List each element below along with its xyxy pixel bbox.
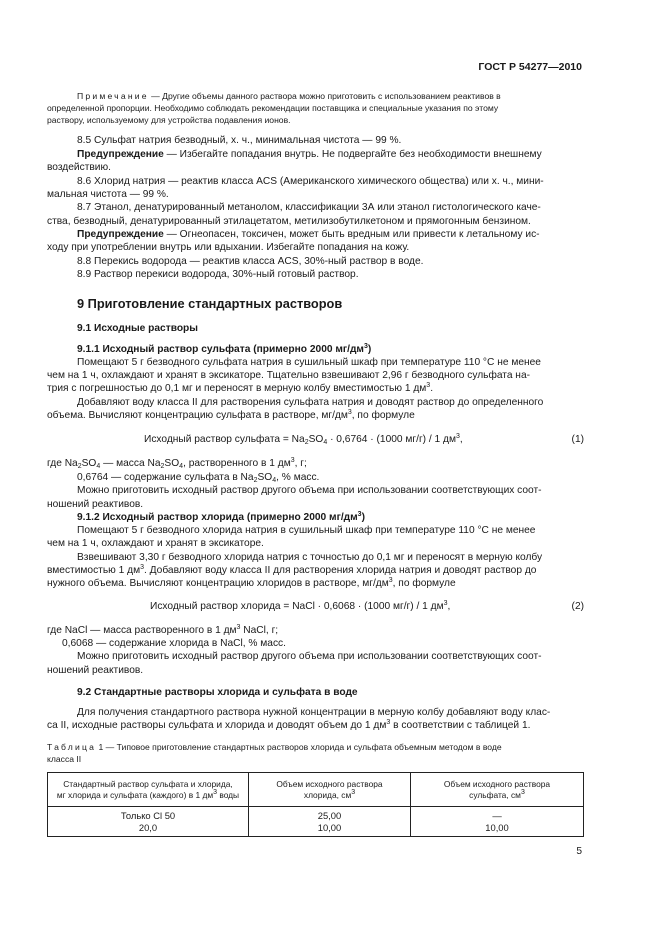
para-5-line-2a: вместимостью 1 дм <box>47 565 141 576</box>
where-1-a4: , г; <box>294 458 307 469</box>
item-8-6-line-1: 8.6 Хлорид натрия — реактив класса ACS (Американского химического общества) или х. ч., мини- <box>77 176 544 187</box>
superscript-3: 3 <box>236 624 241 631</box>
para-5-line-3 <box>47 577 456 590</box>
item-8-7-line-1: 8.7 Этанол, денатурированный метанолом, классификации 3А или этанол гистологического каче- <box>77 202 541 213</box>
warning-1-line-2: воздействию. <box>47 162 111 173</box>
para-3-line-1: Можно приготовить исходный раствор другого объема при использовании соответствующих соот- <box>77 485 542 496</box>
note-text: — Другие объемы данного раствора можно приготовить с использованием реактивов в <box>148 91 501 101</box>
table-caption-line-2: класса II <box>47 754 82 764</box>
warning-label: Предупреждение <box>77 229 164 240</box>
para-6-line-2: ношений реактивов. <box>47 665 144 676</box>
table-header-col-1 <box>48 773 249 807</box>
subscript-4: 4 <box>272 477 277 484</box>
subsection-9-1-2-text: 9.1.2 Исходный раствор хлорида (примерно 2000 мг/дм <box>77 512 358 523</box>
formula-2-text: Исходный раствор хлорида = NaCl · 0,6068 · (1000 мг/г) / 1 дм <box>150 601 444 612</box>
para-3-line-2: ношений реактивов. <box>47 499 144 510</box>
para-7-line-2b: в соответствии с таблицей 1. <box>390 720 531 731</box>
table-caption-label: Таблица <box>47 742 97 752</box>
para-1-line-3: трия с погрешностью до 0,1 мг и переносят в мерную колбу вместимостью 1 $дм^3$. <box>47 382 434 394</box>
warning-text: — Огнеопасен, токсичен, может быть вредным или привести к летальному ис- <box>163 229 540 240</box>
table-header-col-2-line-1: Объем исходного раствора <box>276 778 383 789</box>
para-6-line-1: Можно приготовить исходный раствор другого объема при использовании соответствующих соот- <box>77 651 542 662</box>
note-line-1 <box>77 91 501 103</box>
table-cell-col-2 <box>249 807 411 837</box>
superscript-3: 3 <box>351 788 356 796</box>
superscript-3: 3 <box>140 564 144 571</box>
subsection-9-1-2-title <box>77 511 365 524</box>
table-1 <box>47 772 584 837</box>
where-2-line-1 <box>47 624 278 637</box>
table-header-col-1-line-2b: воды <box>217 789 240 800</box>
formula-1-so: SO <box>308 434 324 445</box>
para-5-line-3a: нужного объема. Вычисляют концентрацию хлоридов в растворе, мг/дм <box>47 578 389 589</box>
para-7-line-2a: са II, исходные растворы сульфата и хлорида и доводят объем до 1 дм <box>47 720 387 731</box>
closing-paren: ) <box>361 512 365 523</box>
superscript-3: 3 <box>363 343 368 350</box>
item-8-9: 8.9 Раствор перекиси водорода, 30%-ный готовый раствор. <box>77 269 359 280</box>
para-7-line-1: Для получения стандартного раствора нужной концентрации в мерную колбу добавляют воду клас- <box>77 707 551 718</box>
superscript-3: 3 <box>347 409 352 416</box>
table-header-col-3-line-2a: сульфата, см <box>469 789 521 800</box>
table-header-col-3-line-2 <box>411 790 583 801</box>
table-caption-text: 1 — Типовое приготовление стандартных растворов хлорида и сульфата объемным методом в воде <box>96 742 502 752</box>
para-1-line-3-text: трия с погрешностью до 0,1 мг и переносят в мерную колбу вместимостью 1 дм <box>47 383 427 394</box>
warning-1-line-1 <box>77 148 542 161</box>
table-header-col-3-line-1: Объем исходного раствора <box>443 778 551 789</box>
formula-2: Исходный раствор хлорида = NaCl · 0,6068 · (1000 мг/г) / 1 $дм^3$, <box>150 600 451 612</box>
where-2-line-2: 0,6068 — содержание хлорида в NaCl, % масс. <box>62 638 286 649</box>
table-caption-line-1 <box>47 742 502 754</box>
item-8-7-line-2: ства, безводный, денатурированный этилацетатом, метилизобутилкетоном и прямогонным бензином. <box>47 216 531 227</box>
table-body-row <box>48 807 584 837</box>
subsection-9-1-1-title <box>77 343 371 356</box>
table-cell-col-3 <box>411 807 584 837</box>
superscript-3: 3 <box>386 719 391 726</box>
where-1-b2: , % масс. <box>276 472 320 483</box>
subscript-2: 2 <box>304 439 309 446</box>
para-5-line-2b: . Добавляют воду класса II для растворения хлорида натрия и доводят раствор до <box>143 565 537 576</box>
table-cell-col-1 <box>48 807 249 837</box>
subscript-2: 2 <box>253 477 258 484</box>
note-line-3: раствору, используемому для устройства подавления ионов. <box>47 115 291 125</box>
para-4-line-2: чем на 1 ч, охлаждают и хранят в эксикаторе. <box>47 538 264 549</box>
para-1-line-1: Помещают 5 г безводного сульфата натрия в сушильный шкаф при температуре 110 °С не менее <box>77 357 541 368</box>
para-5-line-1: Взвешивают 3,30 г безводного хлорида натрия с точностью до 0,1 мг и переносят в мерную колбу <box>77 552 543 563</box>
where-2-c1: где NaCl — масса растворенного в 1 дм <box>47 625 237 636</box>
formula-1-number: (1) <box>571 434 584 445</box>
formula-1-mid: · 0,6764 · (1000 мг/г) / 1 дм <box>327 434 456 445</box>
where-1-line-1 <box>47 457 307 470</box>
superscript-3: 3 <box>426 382 431 389</box>
where-1-line-2 <box>77 471 319 484</box>
item-8-8: 8.8 Перекись водорода — реактив класса ACS, 30%-ный раствор в воде. <box>77 256 424 267</box>
where-2-c2: NaCl, г; <box>240 625 279 636</box>
table-row-1-col-3: — <box>492 810 502 821</box>
where-so4: SO <box>164 458 180 469</box>
para-2-line-1: Добавляют воду класса II для растворения сульфата натрия и доводят раствор до определенного <box>77 397 544 408</box>
table-header-col-2-line-2 <box>249 790 410 801</box>
warning-label: Предупреждение <box>77 149 164 160</box>
para-2-line-2-tail: , по формуле <box>351 410 415 421</box>
page-number: 5 <box>576 846 582 857</box>
subscript-4: 4 <box>323 439 328 446</box>
table-header-col-1-line-1: Стандартный раствор сульфата и хлорида, <box>63 778 233 789</box>
table-header-row <box>48 773 584 807</box>
item-8-6-line-2: мальная чистота — 99 %. <box>47 189 169 200</box>
para-2-line-2-text: объема. Вычисляют концентрацию сульфата в растворе, мг/дм <box>47 410 348 421</box>
subsection-9-1-title: 9.1 Исходные растворы <box>77 323 198 334</box>
warning-2-line-2: ходу при употреблении внутрь или вдыхании. Избегайте попадания на кожу. <box>47 242 410 253</box>
subsection-9-2-title: 9.2 Стандартные растворы хлорида и сульфата в воде <box>77 687 358 698</box>
table-row-1-col-1: Только Cl 50 <box>120 810 176 821</box>
table-header-col-3 <box>411 773 584 807</box>
para-7-line-2 <box>47 719 530 732</box>
table-header-col-1-line-2 <box>48 790 248 801</box>
closing-paren: ) <box>367 344 372 355</box>
document-standard-number: ГОСТ Р 54277—2010 <box>478 61 582 73</box>
subscript-2: 2 <box>160 463 165 470</box>
subscript-4: 4 <box>96 463 101 470</box>
where-1-a1: где Na <box>47 458 78 469</box>
para-2-line-2 <box>47 409 415 422</box>
where-so4: SO <box>257 472 273 483</box>
para-5-line-3b: , по формуле <box>392 578 456 589</box>
table-header-col-2-line-2a: хлорида, см <box>303 789 352 800</box>
para-4-line-1: Помещают 5 г безводного хлорида натрия в сушильный шкаф при температуре 110 °С не менее <box>77 525 536 536</box>
table-row-2-col-2: 10,00 <box>317 822 342 833</box>
table-header-col-2 <box>249 773 411 807</box>
superscript-3: 3 <box>443 600 448 607</box>
note-line-2: определенной пропорции. Необходимо соблюдать рекомендации поставщика и специальные указания по этому <box>47 103 499 113</box>
formula-1: Исходный раствор сульфата = $Na_2SO_4 \cdot 0,6764 \cdot (1000$ мг/г) / 1 $дм^3$, <box>144 433 463 446</box>
subsection-9-1-1-text: 9.1.1 Исходный раствор сульфата (примерно 2000 мг/дм <box>77 344 364 355</box>
subscript-4: 4 <box>179 463 184 470</box>
table-header-col-1-line-2a: мг хлорида и сульфата (каждого) в 1 дм <box>56 789 214 800</box>
para-5-line-2 <box>47 564 536 577</box>
formula-2-number: (2) <box>571 601 584 612</box>
section-9-title: 9 Приготовление стандартных растворов <box>77 296 343 311</box>
where-1-b1: 0,6764 — содержание сульфата в Na <box>77 472 254 483</box>
superscript-3: 3 <box>213 788 218 796</box>
superscript-3: 3 <box>388 577 393 584</box>
warning-text: — Избегайте попадания внутрь. Не подвергайте без необходимости внешнему <box>163 149 542 160</box>
superscript-3: 3 <box>456 433 460 440</box>
note-label: Примечание <box>77 91 149 101</box>
superscript-3: 3 <box>290 457 295 464</box>
item-8-5: 8.5 Сульфат натрия безводный, х. ч., минимальная чистота — 99 %. <box>77 135 402 146</box>
table-row-2-col-3: 10,00 <box>485 822 509 833</box>
where-so4: SO <box>81 458 97 469</box>
superscript-3: 3 <box>357 511 362 518</box>
formula-1-left: Исходный раствор сульфата = Na <box>144 434 305 445</box>
table-row-2-col-1: 20,0 <box>138 822 158 833</box>
warning-2-line-1 <box>77 228 540 241</box>
para-1-line-2: чем на 1 ч, охлаждают и хранят в эксикаторе. Тщательно взвешивают 2,96 г безводного сульфата на- <box>47 370 530 381</box>
where-1-a3: , растворенного в 1 дм <box>183 458 291 469</box>
subscript-2: 2 <box>77 463 82 470</box>
table-row-1-col-2: 25,00 <box>317 810 342 821</box>
where-1-a2: — масса Na <box>100 458 161 469</box>
superscript-3: 3 <box>520 788 525 796</box>
